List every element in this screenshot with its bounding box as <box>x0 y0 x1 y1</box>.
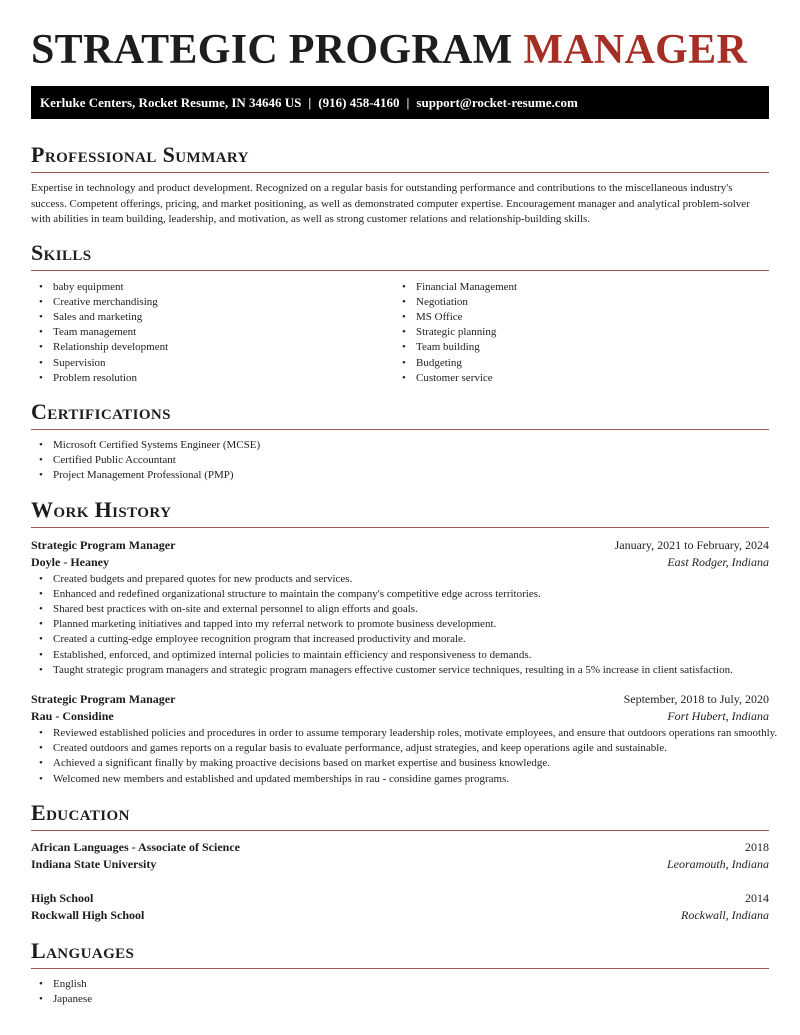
list-item: • Achieved a significant finally by making proactive decisions based on market expertise and business knowledge. <box>31 756 769 771</box>
languages-section <box>31 938 769 1007</box>
job-company-row <box>31 708 769 726</box>
education-degree-row <box>31 890 769 908</box>
job-entry <box>31 537 769 678</box>
list-item: • Relationship development <box>31 340 394 355</box>
job-dates: January, 2021 to February, 2024 <box>614 537 769 552</box>
list-item: • Team management <box>31 325 394 340</box>
education-location: Leoramouth, Indiana <box>667 857 769 872</box>
job-title: Strategic Program Manager <box>31 691 176 706</box>
job-company: Rau - Considine <box>31 709 114 724</box>
education-school: Indiana State University <box>31 857 157 872</box>
list-item: • Shared best practices with on-site and external personnel to align efforts and goals. <box>31 602 769 617</box>
list-item: • Planned marketing initiatives and tapped into my referral network to promote business development. <box>31 617 769 632</box>
job-dates: September, 2018 to July, 2020 <box>623 691 769 706</box>
job-company-row <box>31 554 769 572</box>
education-school: Rockwall High School <box>31 908 145 923</box>
list-item: • Created a cutting-edge employee recognition program that increased productivity and morale. <box>31 632 769 647</box>
list-item: • Created outdoors and games reports on a regular basis to evaluate performance, adjust strategies, and keep operations agile and sustainable. <box>31 741 769 756</box>
section-divider <box>31 270 769 271</box>
education-year: 2014 <box>745 890 769 905</box>
job-duties-list <box>31 726 778 787</box>
list-item: • Enhanced and redefined organizational structure to maintain the company's competitive edge across territories. <box>31 587 769 602</box>
skills-grid <box>31 280 769 386</box>
contact-separator: | <box>308 95 312 110</box>
section-title-languages: Languages <box>31 937 135 963</box>
list-item: • Japanese <box>31 992 769 1007</box>
list-item: • Created budgets and prepared quotes for new products and services. <box>31 572 769 587</box>
resume-page <box>31 0 778 1007</box>
section-divider <box>31 968 769 969</box>
list-item: • Certified Public Accountant <box>31 453 769 468</box>
languages-list <box>31 977 769 1007</box>
list-item: • MS Office <box>394 310 757 325</box>
education-school-row <box>31 856 769 874</box>
section-title-certifications: Certifications <box>31 398 171 424</box>
skills-list-right <box>394 280 757 386</box>
list-item: • Sales and marketing <box>31 310 394 325</box>
skills-column-left <box>31 280 394 386</box>
education-degree: High School <box>31 890 94 905</box>
job-location: East Rodger, Indiana <box>667 555 769 570</box>
contact-separator: | <box>406 95 410 110</box>
certifications-list <box>31 438 769 484</box>
summary-text: Expertise in technology and product development. Recognized on a regular basis for outstanding performance and contributions to the miscellaneous industry's success. Competent offerings, pricing, and market positioning, as well as demonstrated computer expertise. Encouragement manager and analytical problem-solver with abilities in team building, leadership, and motivation, as well as strong customer relations and relationship-building skills. <box>31 182 750 225</box>
list-item: • Customer service <box>394 371 757 386</box>
list-item: • Established, enforced, and optimized internal policies to maintain efficiency and responsiveness to demands. <box>31 648 769 663</box>
education-degree: African Languages - Associate of Science <box>31 839 240 854</box>
education-year: 2018 <box>745 839 769 854</box>
contact-email: support@rocket-resume.com <box>416 95 578 110</box>
list-item: • English <box>31 977 769 992</box>
education-school-row <box>31 907 769 925</box>
education-entry <box>31 890 769 925</box>
contact-phone: (916) 458-4160 <box>318 95 400 110</box>
contact-bar <box>31 86 769 119</box>
list-item: • Team building <box>394 340 757 355</box>
education-degree-row <box>31 839 769 857</box>
contact-address: Kerluke Centers, Rocket Resume, IN 34646 US <box>40 95 302 110</box>
list-item: • Creative merchandising <box>31 295 394 310</box>
job-header-row <box>31 537 769 555</box>
section-divider <box>31 527 769 528</box>
section-divider <box>31 429 769 430</box>
list-item: • Project Management Professional (PMP) <box>31 468 769 483</box>
section-title-skills: Skills <box>31 239 92 265</box>
list-item: • Supervision <box>31 356 394 371</box>
list-item: • Microsoft Certified Systems Engineer (MCSE) <box>31 438 769 453</box>
section-title-education: Education <box>31 799 130 825</box>
education-section <box>31 800 769 925</box>
job-location: Fort Hubert, Indiana <box>667 709 769 724</box>
list-item: • Taught strategic program managers and strategic program managers effective customer service techniques, resulting in a 5% increase in client satisfaction. <box>31 663 769 678</box>
list-item: • baby equipment <box>31 280 394 295</box>
section-divider <box>31 830 769 831</box>
job-company: Doyle - Heaney <box>31 555 109 570</box>
summary-section <box>31 142 769 228</box>
name-first: STRATEGIC PROGRAM <box>31 27 513 73</box>
certifications-section <box>31 399 769 484</box>
list-item: • Reviewed established policies and procedures in order to assume temporary leadership roles, motivate employees, and ensure that outdoors operations ran smoothly. <box>31 726 769 741</box>
section-title-work-history: Work History <box>31 496 172 522</box>
list-item: • Negotiation <box>394 295 757 310</box>
education-entry <box>31 839 769 874</box>
list-item: • Problem resolution <box>31 371 394 386</box>
job-duties-list <box>31 572 769 678</box>
job-header-row <box>31 691 769 709</box>
job-title: Strategic Program Manager <box>31 537 176 552</box>
skills-section <box>31 240 769 386</box>
name-last: MANAGER <box>523 27 748 73</box>
list-item: • Strategic planning <box>394 325 757 340</box>
skills-column-right <box>394 280 757 386</box>
list-item: • Welcomed new members and established and updated memberships in rau - considine games programs. <box>31 772 769 787</box>
section-title-summary: Professional Summary <box>31 142 249 167</box>
education-location: Rockwall, Indiana <box>681 908 769 923</box>
job-entry <box>31 691 778 787</box>
work-history-section <box>31 496 778 787</box>
list-item: • Financial Management <box>394 280 757 295</box>
list-item: • Budgeting <box>394 356 757 371</box>
skills-list-left <box>31 280 394 386</box>
resume-name <box>31 26 769 74</box>
section-divider <box>31 172 769 173</box>
